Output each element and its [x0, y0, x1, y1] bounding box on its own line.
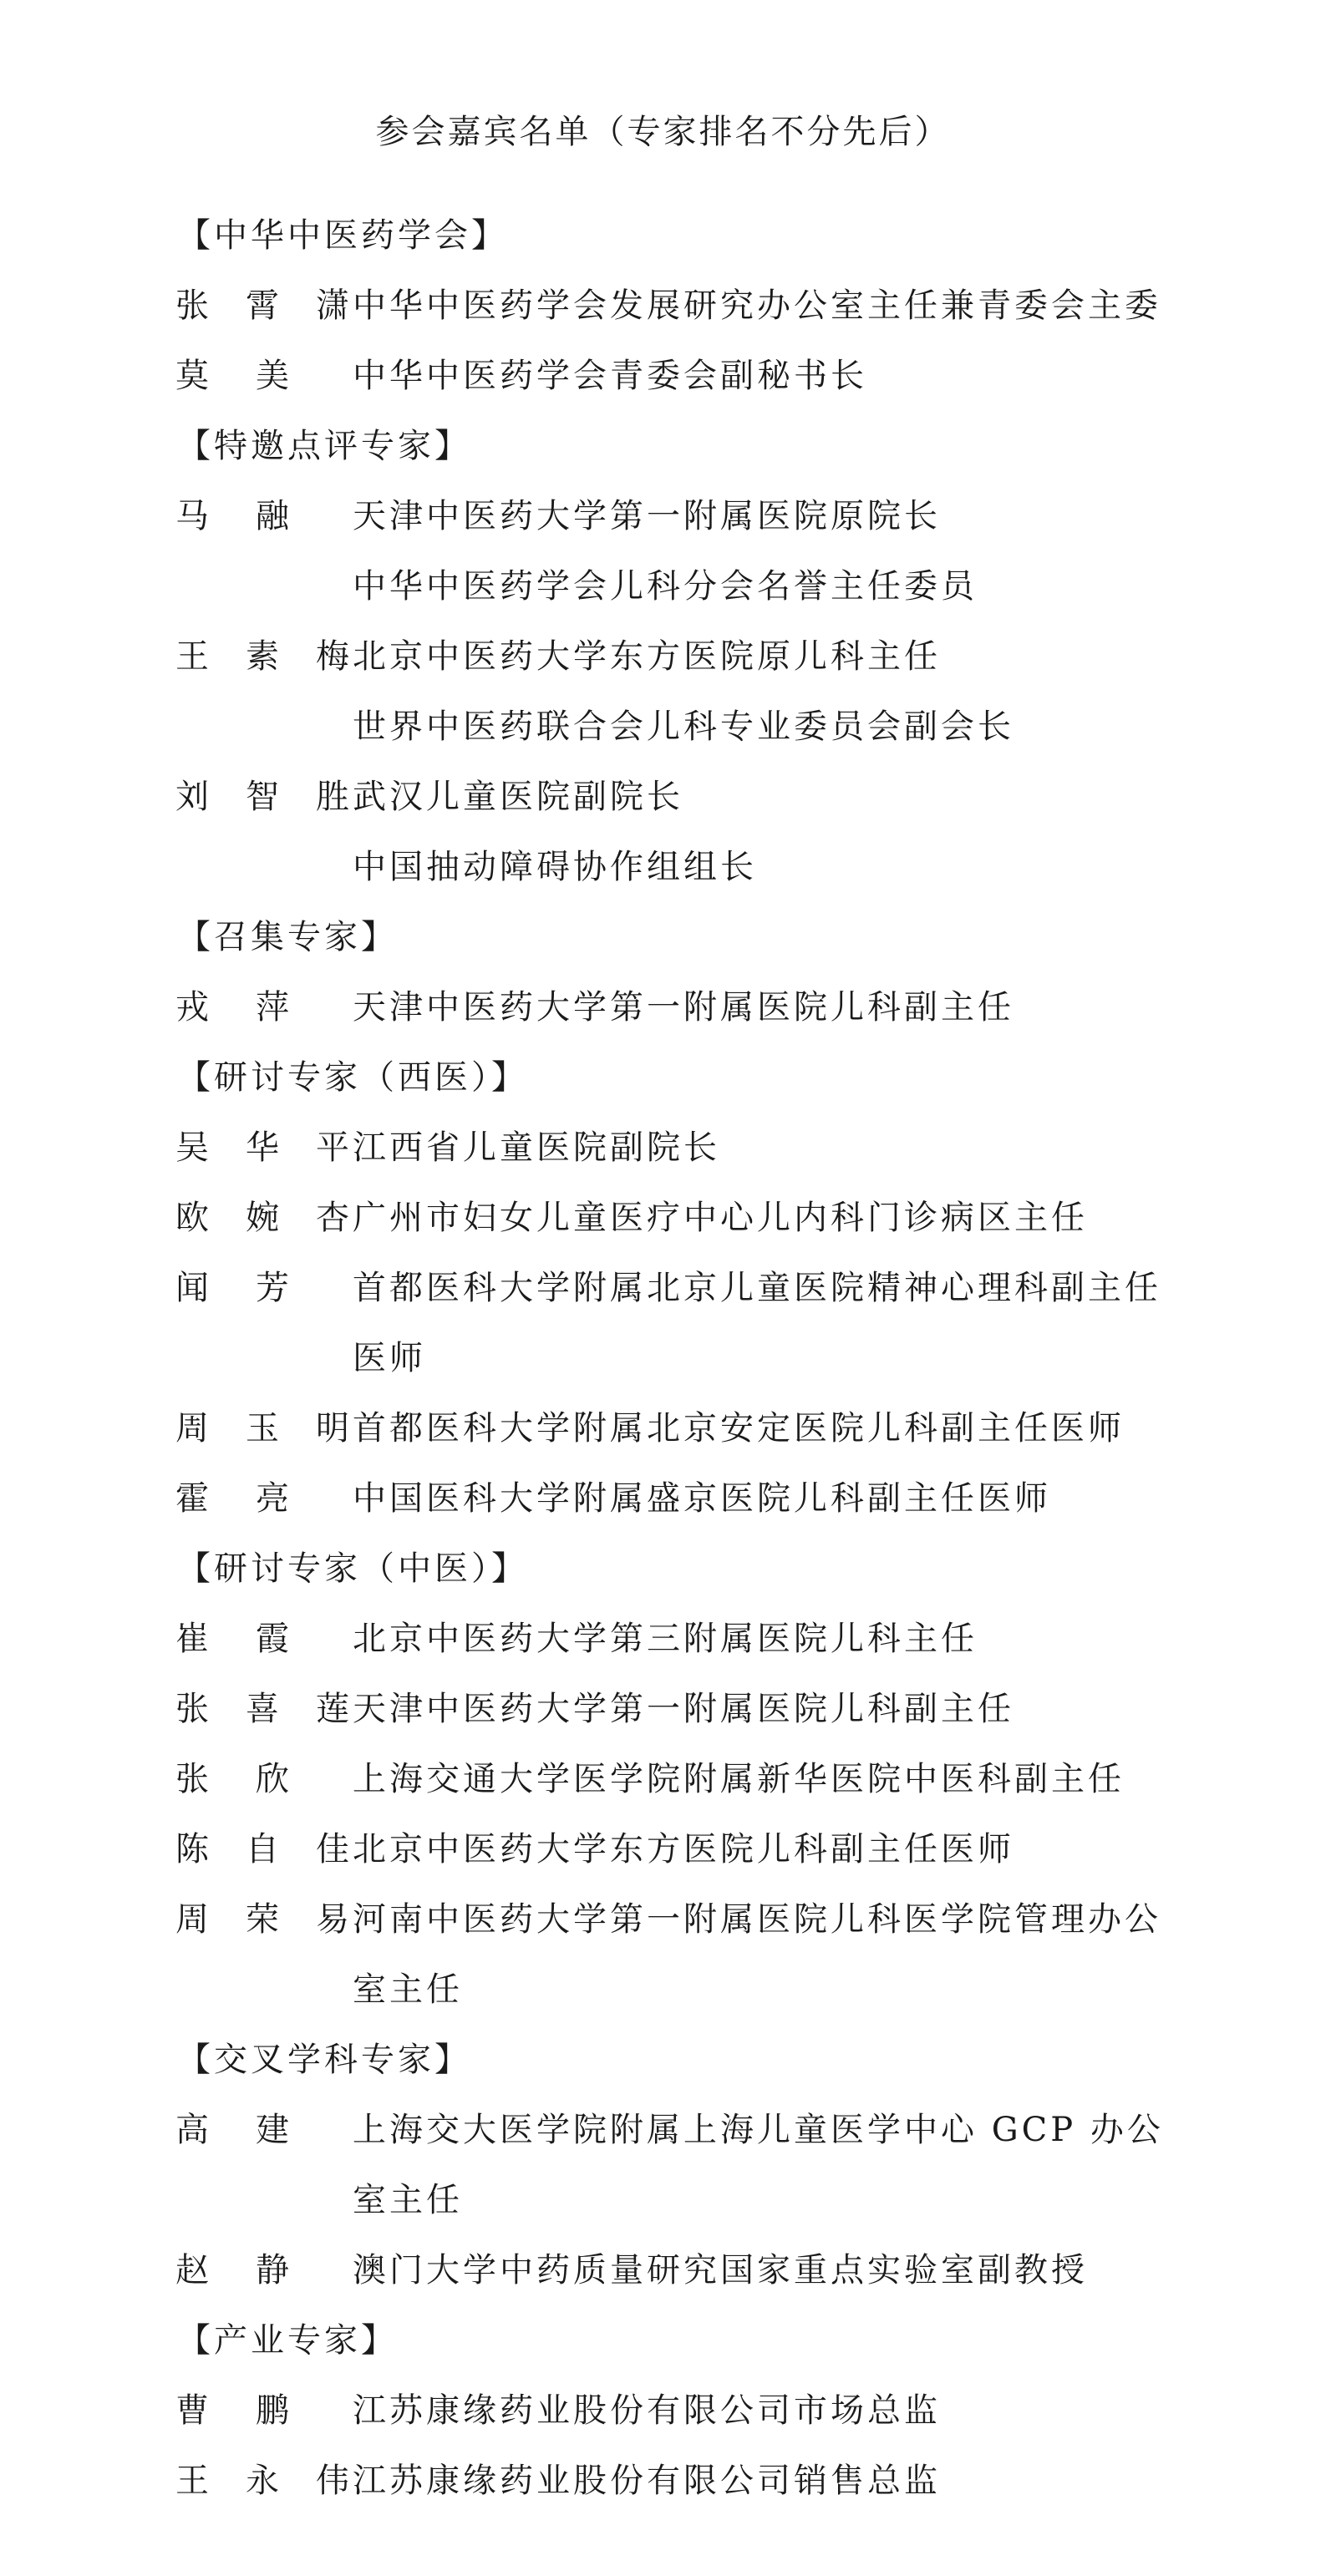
guest-name: 高 建	[175, 2111, 292, 2149]
section-heading: 【交叉学科专家】	[177, 2041, 471, 2079]
guest-title: 澳门大学中药质量研究国家重点实验室副教授	[353, 2251, 1088, 2289]
guest-titles	[353, 2235, 1176, 2305]
guest-name: 周玉明	[175, 1409, 353, 1448]
guest-titles	[353, 1884, 1176, 2025]
guest-titles	[353, 2095, 1176, 2235]
guest-title: 上海交通大学医学院附属新华医院中医科副主任	[353, 1760, 1125, 1798]
guest-title: 中华中医药学会青委会副秘书长	[353, 357, 867, 395]
guest-entry	[175, 341, 1195, 411]
guest-titles	[353, 2446, 1176, 2516]
guest-titles	[353, 762, 1176, 902]
guest-entry	[175, 2095, 1195, 2235]
guest-titles	[353, 972, 1176, 1042]
guest-title: 江苏康缘药业股份有限公司销售总监	[353, 2462, 941, 2500]
guest-name: 张 欣	[175, 1760, 292, 1798]
guest-titles	[353, 621, 1176, 762]
guest-titles	[353, 2376, 1176, 2446]
guest-titles	[353, 271, 1176, 341]
guest-name: 曹 鹏	[175, 2391, 292, 2430]
guest-titles	[353, 481, 1176, 621]
guest-name: 赵 静	[175, 2251, 292, 2289]
guest-name: 张喜莲	[175, 1690, 353, 1728]
guest-titles	[353, 1113, 1176, 1183]
guest-name: 莫 美	[175, 357, 292, 395]
guest-title: 世界中医药联合会儿科专业委员会副会长	[353, 707, 1014, 746]
guest-titles	[353, 1393, 1176, 1463]
guest-title: 天津中医药大学第一附属医院儿科副主任	[353, 1690, 1014, 1728]
guest-title: 江西省儿童医院副院长	[353, 1128, 720, 1167]
guest-name: 戎 萍	[175, 988, 292, 1027]
guest-titles	[353, 341, 1176, 411]
guest-titles	[353, 1253, 1176, 1393]
section-heading: 【特邀点评专家】	[177, 427, 471, 465]
section-heading: 【召集专家】	[177, 918, 398, 956]
guest-name: 吴华平	[175, 1128, 353, 1167]
section-heading: 【研讨专家（西医）】	[177, 1058, 528, 1097]
section-heading: 【研讨专家（中医）】	[177, 1549, 528, 1588]
guest-title: 河南中医药大学第一附属医院儿科医学院管理办公室主任	[353, 1900, 1161, 2009]
guest-title: 广州市妇女儿童医疗中心儿内科门诊病区主任	[353, 1199, 1088, 1237]
guest-name: 欧婉杏	[175, 1199, 353, 1237]
section-heading: 【中华中医药学会】	[177, 216, 508, 255]
guest-name: 王永伟	[175, 2462, 353, 2500]
guest-entry	[175, 972, 1195, 1042]
guest-entry	[175, 1463, 1195, 1534]
guest-entry	[175, 2446, 1195, 2516]
guest-title: 上海交大医学院附属上海儿童医学中心 GCP 办公室主任	[353, 2111, 1164, 2219]
guest-title: 天津中医药大学第一附属医院儿科副主任	[353, 988, 1014, 1027]
guest-title: 北京中医药大学东方医院原儿科主任	[353, 637, 941, 676]
guest-name: 刘智胜	[175, 778, 353, 816]
guest-titles	[353, 1674, 1176, 1744]
guest-title: 江苏康缘药业股份有限公司市场总监	[353, 2391, 941, 2430]
guest-entry	[175, 1253, 1195, 1393]
guest-entry	[175, 1674, 1195, 1744]
guest-title: 中国抽动障碍协作组组长	[353, 848, 757, 886]
guest-entry	[175, 271, 1195, 341]
guest-entry	[175, 1183, 1195, 1253]
guest-name: 崔 霞	[175, 1620, 292, 1658]
guest-titles	[353, 1814, 1176, 1884]
guest-title: 中华中医药学会儿科分会名誉主任委员	[353, 567, 978, 606]
guest-name: 周荣易	[175, 1900, 353, 1939]
guest-titles	[353, 1463, 1176, 1534]
page-title: 参会嘉宾名单（专家排名不分先后）	[375, 113, 951, 151]
guest-entry	[175, 1814, 1195, 1884]
guest-title: 首都医科大学附属北京儿童医院精神心理科副主任医师	[353, 1269, 1161, 1377]
guest-entry	[175, 762, 1195, 902]
guest-title: 北京中医药大学第三附属医院儿科主任	[353, 1620, 978, 1658]
guest-entry	[175, 1604, 1195, 1674]
guest-entry	[175, 1744, 1195, 1814]
guest-title: 首都医科大学附属北京安定医院儿科副主任医师	[353, 1409, 1125, 1448]
guest-titles	[353, 1604, 1176, 1674]
guest-name: 马 融	[175, 497, 292, 535]
guest-name: 陈自佳	[175, 1830, 353, 1869]
guest-title: 北京中医药大学东方医院儿科副主任医师	[353, 1830, 1014, 1869]
guest-name: 闻 芳	[175, 1269, 292, 1307]
guest-entry	[175, 1113, 1195, 1183]
guest-title: 中国医科大学附属盛京医院儿科副主任医师	[353, 1479, 1051, 1518]
guest-titles	[353, 1183, 1176, 1253]
section-heading: 【产业专家】	[177, 2321, 398, 2360]
guest-entry	[175, 1393, 1195, 1463]
guest-titles	[353, 1744, 1176, 1814]
guest-entry	[175, 2376, 1195, 2446]
guest-title: 武汉儿童医院副院长	[353, 778, 683, 816]
guest-title: 中华中医药学会发展研究办公室主任兼青委会主委	[353, 287, 1161, 325]
guest-entry	[175, 621, 1195, 762]
guest-entry	[175, 1884, 1195, 2025]
guest-entry	[175, 2235, 1195, 2305]
guest-title: 天津中医药大学第一附属医院原院长	[353, 497, 941, 535]
guest-list	[175, 200, 1195, 2516]
guest-name: 霍 亮	[175, 1479, 292, 1518]
guest-name: 张霄潇	[175, 287, 353, 325]
guest-name: 王素梅	[175, 637, 353, 676]
guest-entry	[175, 481, 1195, 621]
